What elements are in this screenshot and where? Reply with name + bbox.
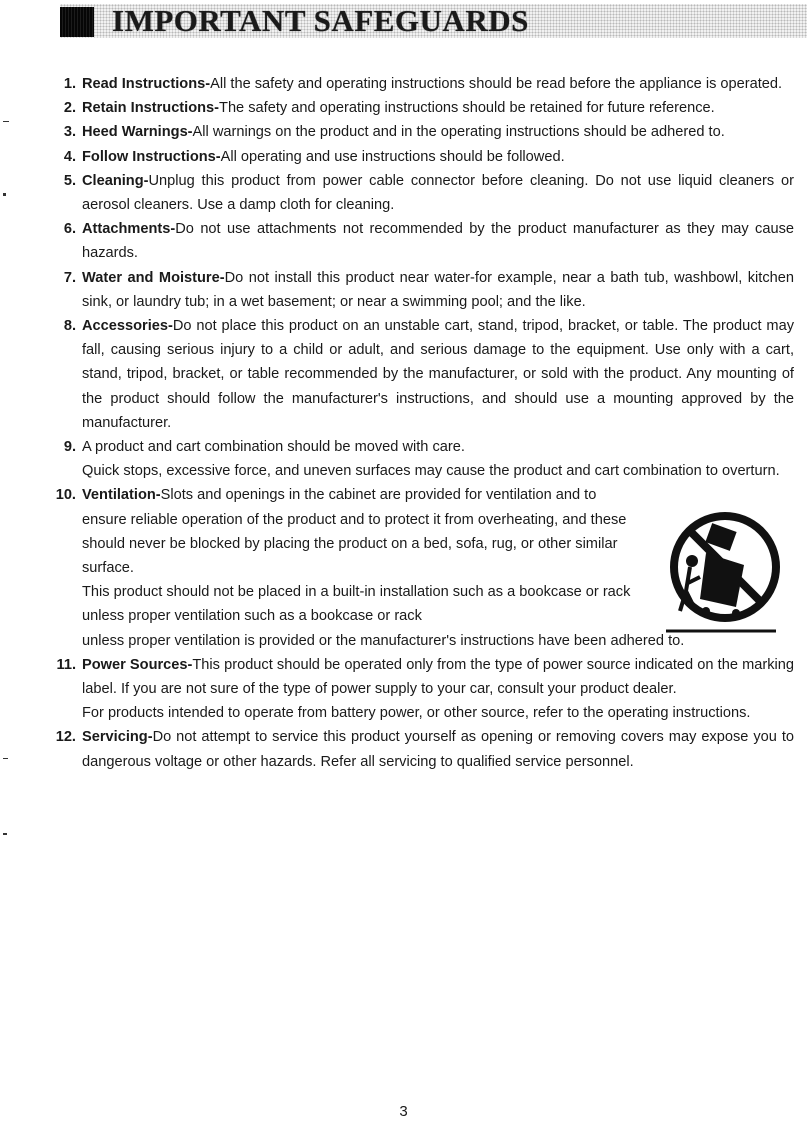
item-number: 6.	[63, 221, 76, 238]
item-text: A product and cart combination should be moved with care.	[82, 439, 465, 456]
item-text: This product should not be placed in a built-in installation such as a bookcase or rack unless proper ventilation such as a bookcase or rack	[82, 584, 631, 625]
item-title: Attachments-	[82, 221, 176, 238]
item-body: Unplug this product from power cable connector before cleaning. Do not use liquid cleaners or aerosol cleaners. Use a damp cloth for cleaning.	[82, 172, 794, 214]
item-body: Do not install this product near water-for example, near a bath tub, washbowl, kitchen sink, or laundry tub; in a wet basement; or near a swimming pool; and the like.	[82, 269, 794, 310]
item-title: Accessories-	[82, 318, 173, 335]
item-text	[82, 725, 794, 773]
list-item	[63, 145, 794, 169]
item-title: Follow Instructions-	[82, 148, 221, 165]
item-number: 7.	[63, 269, 76, 286]
list-item	[63, 72, 794, 96]
item-number: 9.	[63, 439, 76, 456]
margin-mark	[3, 193, 6, 196]
item-text: unless proper ventilation is provided or the manufacturer's instructions have been adhered to.	[82, 632, 685, 649]
list-item	[63, 314, 794, 435]
list-item	[55, 483, 794, 652]
item-text	[82, 72, 794, 96]
list-item	[63, 120, 794, 144]
item-number: 2.	[63, 100, 76, 117]
item-text	[82, 217, 794, 265]
item-text	[82, 314, 794, 435]
list-item	[56, 653, 794, 726]
item-body: The safety and operating instructions should be retained for future reference.	[219, 100, 715, 117]
item-number: 5.	[63, 172, 76, 189]
page-number: 3	[399, 1103, 408, 1120]
list-item	[63, 266, 794, 314]
item-title: Cleaning-	[82, 172, 149, 189]
item-text: For products intended to operate from battery power, or other source, refer to the operating instructions.	[82, 705, 751, 722]
list-item	[55, 725, 794, 773]
item-number: 4.	[63, 148, 76, 165]
item-body: All warnings on the product and in the operating instructions should be adhered to.	[192, 124, 725, 141]
list-item	[63, 169, 794, 217]
item-title: Servicing-	[82, 729, 153, 746]
item-body: Do not use attachments not recommended by the product manufacturer as they may cause hazards.	[82, 221, 794, 262]
item-text	[82, 653, 794, 701]
cart-tipover-warning-icon	[666, 507, 784, 637]
item-text	[82, 169, 794, 217]
list-item	[63, 96, 794, 120]
page-header	[60, 4, 807, 38]
item-number: 11.	[56, 656, 76, 673]
item-title: Retain Instructions-	[82, 100, 220, 117]
list-item	[63, 435, 794, 483]
item-title: Power Sources-	[82, 656, 193, 673]
item-number: 8.	[63, 318, 76, 335]
margin-mark	[3, 833, 7, 835]
item-text	[82, 120, 794, 144]
item-title: Ventilation-	[82, 487, 161, 504]
item-body: All the safety and operating instructions should be read before the appliance is operated.	[210, 76, 783, 92]
margin-mark	[3, 758, 8, 759]
item-number: 12.	[55, 729, 76, 746]
margin-mark	[3, 121, 9, 122]
safeguards-list	[55, 72, 794, 774]
item-number: 1.	[63, 76, 76, 92]
item-title: Read Instructions-	[82, 76, 211, 92]
item-title: Water and Moisture-	[82, 269, 225, 286]
item-text: Quick stops, excessive force, and uneven surfaces may cause the product and cart combination to overturn.	[82, 463, 780, 480]
list-item	[63, 217, 794, 265]
item-text	[82, 96, 794, 120]
item-body: All operating and use instructions should be followed.	[220, 148, 565, 165]
item-body: This product should be operated only from the type of power source indicated on the marking label. If you are not sure of the type of power supply to your car, consult your product dealer.	[82, 656, 794, 698]
item-body: Do not attempt to service this product yourself as opening or removing covers may expose you to dangerous voltage or other hazards. Refer all servicing to qualified service personnel.	[82, 729, 794, 770]
item-title: Heed Warnings-	[82, 124, 193, 141]
page-title: IMPORTANT SAFEGUARDS	[112, 3, 529, 38]
item-text	[82, 145, 794, 169]
item-number: 3.	[63, 124, 76, 141]
item-body: Do not place this product on an unstable cart, stand, tripod, bracket, or table. The product may fall, causing serious injury to a child or adult, and serious damage to the equipment. Use only with a cart, stand, tripod, bracket, or table recommended by the manufacturer, or sold with the product. Any mounting of the product should follow the manufacturer's instructions, and should use a mounting approved by the manufacturer.	[82, 318, 794, 431]
item-body: Slots and openings in the cabinet are provided for ventilation and to ensure reliable operation of the product and to protect it from overheating, and these should never be blocked by placing the product on a bed, sofa, rug, or other similar surface.	[82, 487, 627, 577]
item-number: 10.	[55, 487, 76, 504]
item-text	[82, 266, 794, 314]
header-block-icon	[60, 7, 94, 37]
